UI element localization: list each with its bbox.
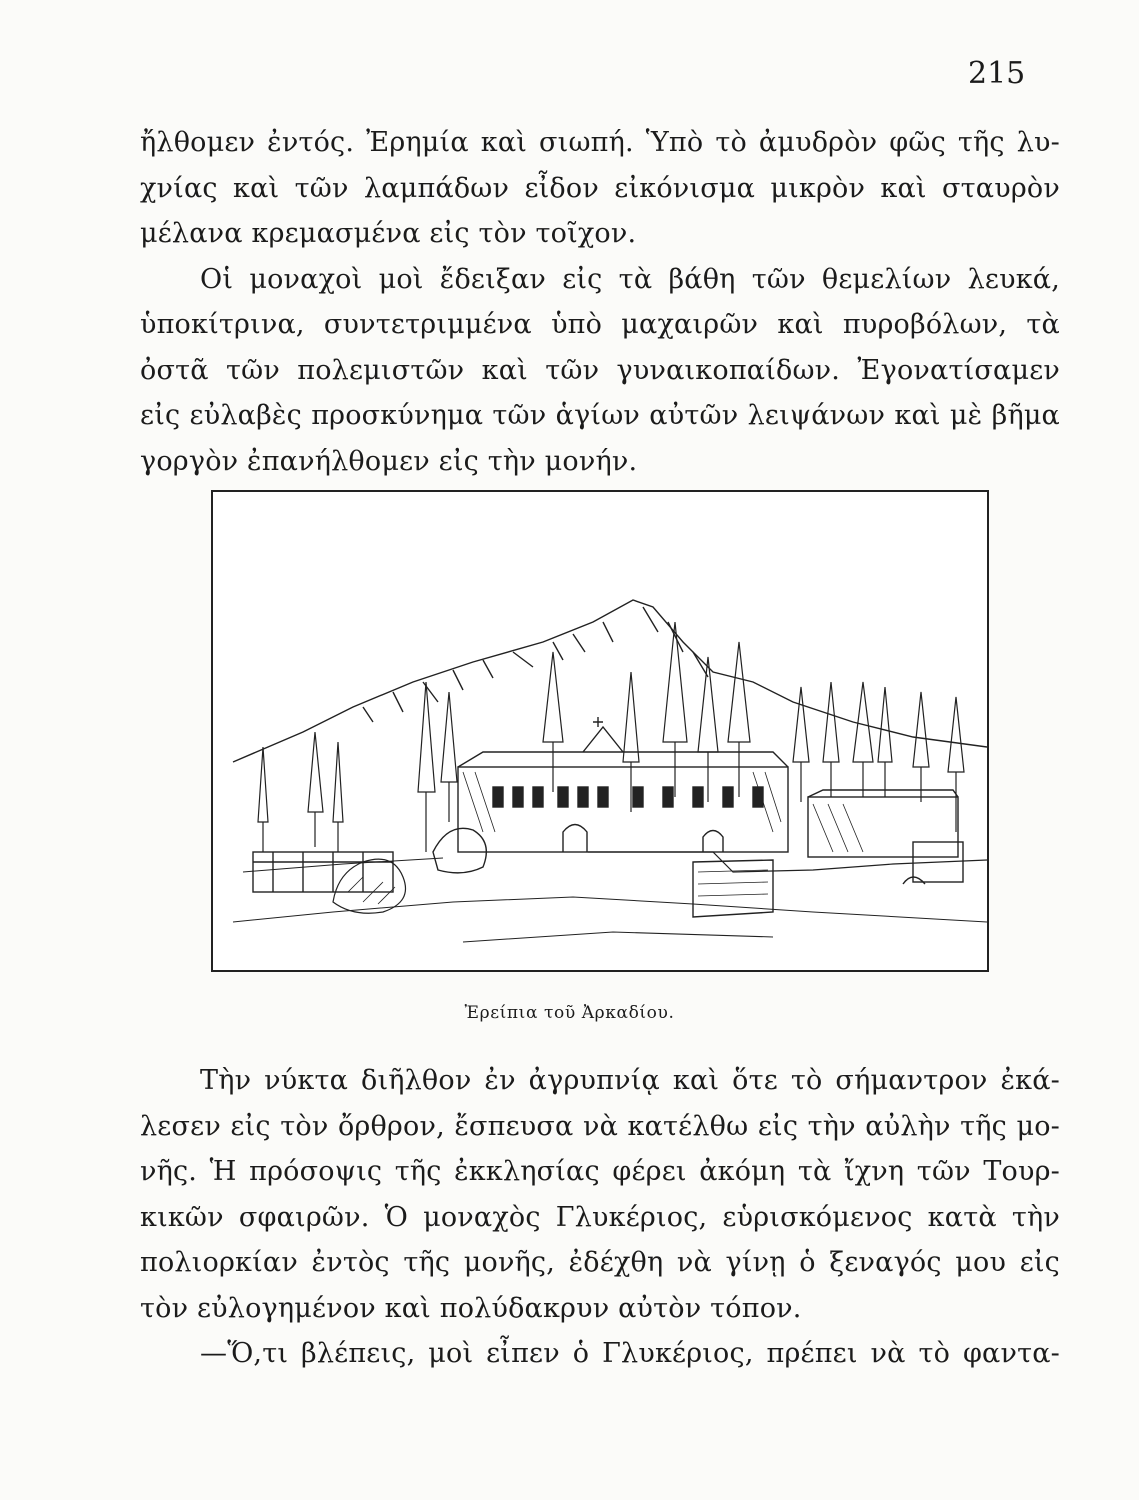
text-line: ὑποκίτρινα, συντετριμμένα ὑπὸ μαχαιρῶν καὶ πυροβόλων, τὰ [140, 309, 1060, 340]
text-line: ὀστᾶ τῶν πολεμιστῶν καὶ τῶν γυναικοπαίδων. Ἐγονατίσαμεν [140, 354, 1060, 386]
text-line: εἰς εὐλαβὲς προσκύνημα τῶν ἁγίων αὐτῶν λειψάνων καὶ μὲ βῆμα [140, 400, 1060, 431]
text-line: ἤλθομεν ἐντός. Ἐρημία καὶ σιωπή. Ὑπὸ τὸ ἀμυδρὸν φῶς τῆς λυ- [140, 127, 1060, 158]
text-line: τὸν εὐλογημένον καὶ πολύδακρυν αὐτὸν τόπον. [140, 1292, 802, 1324]
illustration [211, 490, 989, 972]
text-line: χνίας καὶ τῶν λαμπάδων εἶδον εἰκόνισμα μικρὸν καὶ σταυρὸν [140, 172, 1060, 204]
text-line: κικῶν σφαιρῶν. Ὁ μοναχὸς Γλυκέριος, εὑρισκόμενος κατὰ τὴν [140, 1201, 1060, 1233]
text-line: μέλανα κρεμασμένα εἰς τὸν τοῖχον. [140, 218, 637, 249]
text-line: πολιορκίαν ἐντὸς τῆς μονῆς, ἐδέχθη νὰ γίνῃ ὁ ξεναγός μου εἰς [140, 1247, 1060, 1278]
text-line: νῆς. Ἡ πρόσοψις τῆς ἐκκλησίας φέρει ἀκόμη τὰ ἴχνη τῶν Τουρ- [140, 1156, 1060, 1187]
paragraph-top [140, 120, 1060, 484]
text-line: —Ὅ,τι βλέπεις, μοὶ εἶπεν ὁ Γλυκέριος, πρέπει νὰ τὸ φαντα- [200, 1338, 1060, 1369]
text-line: γοργὸν ἐπανήλθομεν εἰς τὴν μονήν. [140, 445, 638, 477]
text-line: Τὴν νύκτα διῆλθον ἐν ἀγρυπνίᾳ καὶ ὅτε τὸ σήμαντρον ἐκά- [200, 1065, 1060, 1096]
paragraph-bottom [140, 1058, 1060, 1377]
figure-caption: Ἐρείπια τοῦ Ἀρκαδίου. [464, 1003, 675, 1023]
monastery-engraving [213, 492, 987, 970]
text-line: Οἱ μοναχοὶ μοὶ ἔδειξαν εἰς τὰ βάθη τῶν θεμελίων λευκά, [200, 263, 1060, 295]
text-line: λεσεν εἰς τὸν ὄρθρον, ἔσπευσα νὰ κατέλθω εἰς τὴν αὐλὴν τῆς μο- [140, 1110, 1060, 1142]
page-number: 215 [968, 56, 1026, 91]
